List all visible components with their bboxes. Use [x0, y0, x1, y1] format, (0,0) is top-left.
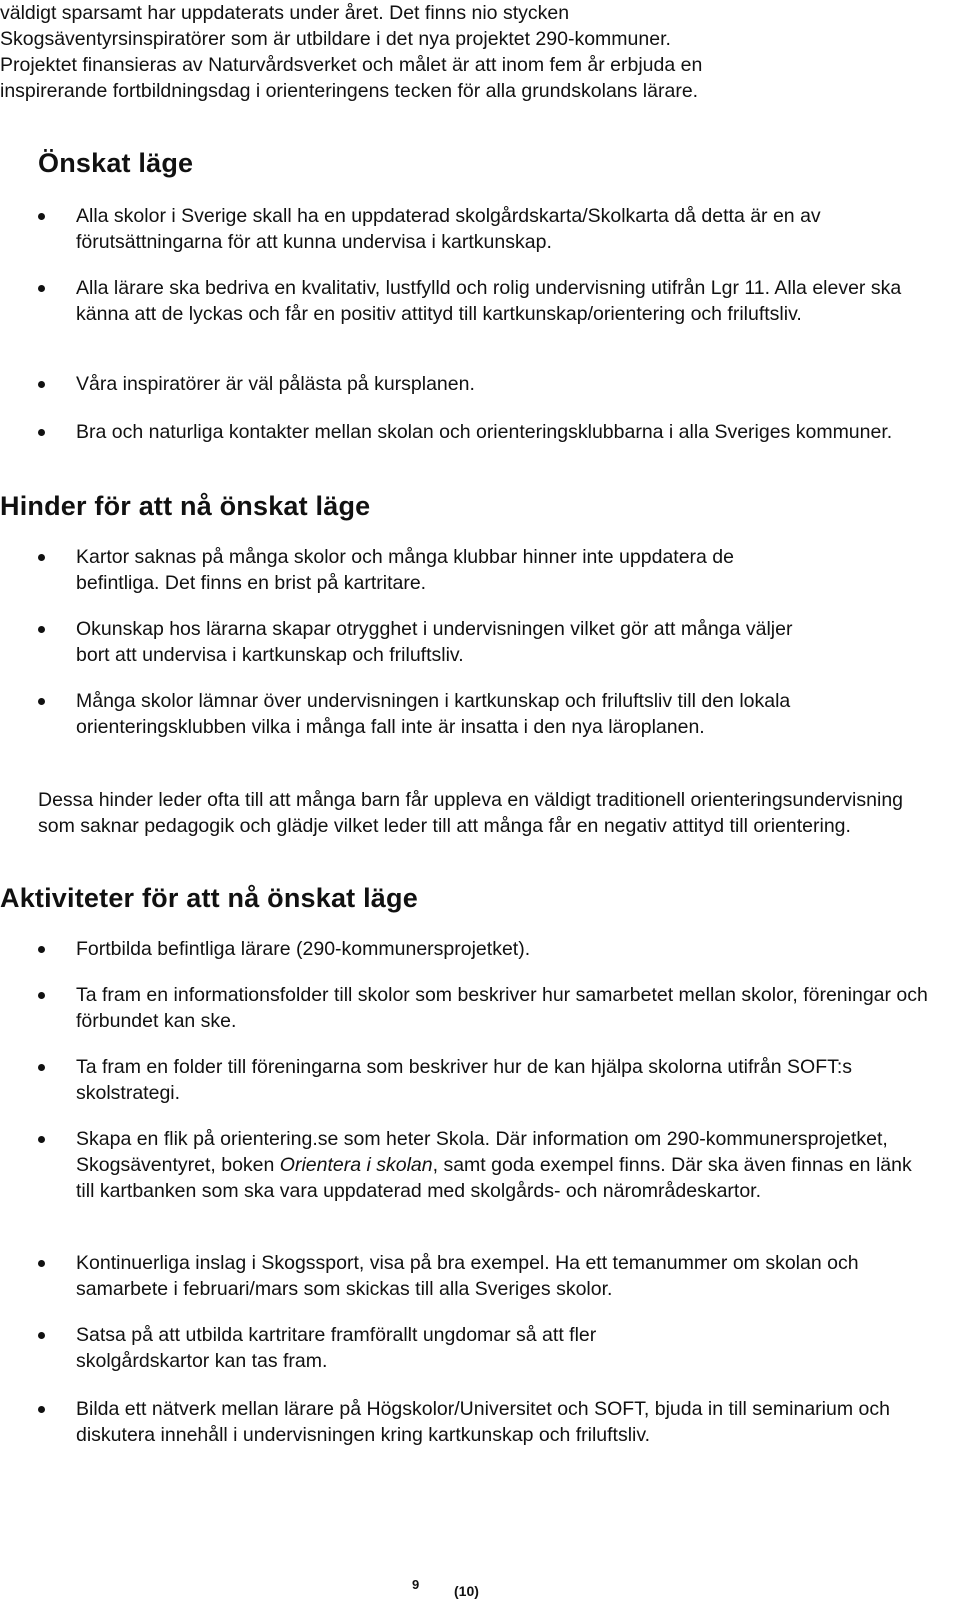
list-item-text: Fortbilda befintliga lärare (290-kommunersprojetket). — [76, 938, 531, 960]
bullet-icon — [38, 1064, 45, 1071]
section-heading-onskat-lage: Önskat läge — [38, 148, 194, 178]
bullet-icon — [38, 1260, 45, 1267]
book-title: Orientera i skolan — [279, 1154, 433, 1176]
list-item — [38, 419, 936, 445]
bullet-icon — [38, 381, 45, 388]
bullet-icon — [38, 1406, 45, 1413]
intro-line: Projektet finansieras av Naturvårdsverket och målet är att inom fem år erbjuda en — [0, 54, 703, 76]
list-item-text: Kartor saknas på många skolor och många klubbar hinner inte uppdatera de befintliga. Det finns en brist på kartritare. — [76, 546, 734, 594]
list-item-text-before: Skapa en flik på orientering.se som heter Skola. Där information om 290-kommunersprojetket, Skogsäventyret, boken — [76, 1128, 888, 1176]
bullet-icon — [38, 429, 45, 436]
list-item-text: Alla skolor i Sverige skall ha en uppdaterad skolgårdskarta/Skolkarta då detta är en av förutsättningarna för att kunna undervisa i kartkunskap. — [76, 205, 821, 253]
bullet-icon — [38, 213, 45, 220]
section-heading-hinder: Hinder för att nå önskat läge — [0, 491, 371, 521]
list-item-text: Satsa på att utbilda kartritare framförallt ungdomar så att fler skolgårdskartor kan tas fram. — [76, 1324, 597, 1372]
bullet-icon — [38, 1332, 45, 1339]
list-item-text-after: , samt goda exempel finns. Där ska även finnas en länk till kartbanken som ska vara uppdaterad med skolgårds- och närområdeskartor. — [76, 1154, 912, 1202]
list-item-text: Ta fram en informationsfolder till skolor som beskriver hur samarbetet mellan skolor, föreningar och förbundet kan ske. — [76, 984, 928, 1032]
list-item — [38, 1250, 936, 1302]
list-item — [38, 203, 936, 255]
list-item — [38, 371, 956, 397]
list-item-text: Okunskap hos lärarna skapar otrygghet i undervisningen vilket gör att många väljer bort att undervisa i kartkunskap och friluftsliv. — [76, 618, 793, 666]
list-item-text: Kontinuerliga inslag i Skogssport, visa på bra exempel. Ha ett temanummer om skolan och samarbete i februari/mars som skickas till alla Sveriges skolor. — [76, 1252, 859, 1300]
list-item-text: Våra inspiratörer är väl pålästa på kursplanen. — [76, 373, 475, 395]
list-item-text: Många skolor lämnar över undervisningen i kartkunskap och friluftsliv till den lokala orienteringsklubben vilka i många fall inte är insatta i den nya läroplanen. — [76, 690, 791, 738]
intro-line: inspirerande fortbildningsdag i orienteringens tecken för alla grundskolans lärare. — [0, 80, 699, 102]
list-item — [38, 1054, 916, 1106]
bullet-icon — [38, 946, 45, 953]
page-number: 9 — [412, 1577, 420, 1592]
bullet-icon — [38, 554, 45, 561]
bullet-icon — [38, 626, 45, 633]
section-heading-aktiviteter: Aktiviteter för att nå önskat läge — [0, 883, 418, 913]
list-item — [38, 936, 956, 962]
bullet-icon — [38, 285, 45, 292]
list-item-text: Ta fram en folder till föreningarna som beskriver hur de kan hjälpa skolorna utifrån SOFT:s skolstrategi. — [76, 1056, 853, 1104]
list-item-text: Bilda ett nätverk mellan lärare på Högskolor/Universitet och SOFT, bjuda in till seminarium och diskutera innehåll i undervisningen kring kartkunskap och friluftsliv. — [76, 1398, 890, 1446]
list-item — [38, 544, 816, 596]
list-item-text: Alla lärare ska bedriva en kvalitativ, lustfylld och rolig undervisning utifrån Lgr 11. Alla elever ska känna att de lyckas och får en positiv attityd till kartkunskap/orientering och friluftsliv. — [76, 277, 902, 325]
list-item — [38, 688, 816, 740]
list-item — [38, 275, 956, 327]
hinder-paragraph: Dessa hinder leder ofta till att många barn får uppleva en väldigt traditionell orienteringsundervisning som saknar pedagogik och glädje vilket leder till att många får en negativ attityd till orientering. — [38, 789, 904, 837]
bullet-icon — [38, 992, 45, 999]
intro-line: väldigt sparsamt har uppdaterats under året. Det finns nio stycken — [0, 2, 570, 24]
list-item — [38, 1322, 716, 1374]
bullet-icon — [38, 698, 45, 705]
bullet-icon — [38, 1136, 45, 1143]
list-item — [38, 1396, 936, 1448]
list-item-text: Bra och naturliga kontakter mellan skolan och orienteringsklubbarna i alla Sveriges kommuner. — [76, 421, 893, 443]
page-total: (10) — [454, 1583, 479, 1599]
list-item — [38, 982, 936, 1034]
list-item — [38, 1126, 926, 1204]
list-item — [38, 616, 796, 668]
intro-line: Skogsäventyrsinspiratörer som är utbildare i det nya projektet 290-kommuner. — [0, 28, 671, 50]
